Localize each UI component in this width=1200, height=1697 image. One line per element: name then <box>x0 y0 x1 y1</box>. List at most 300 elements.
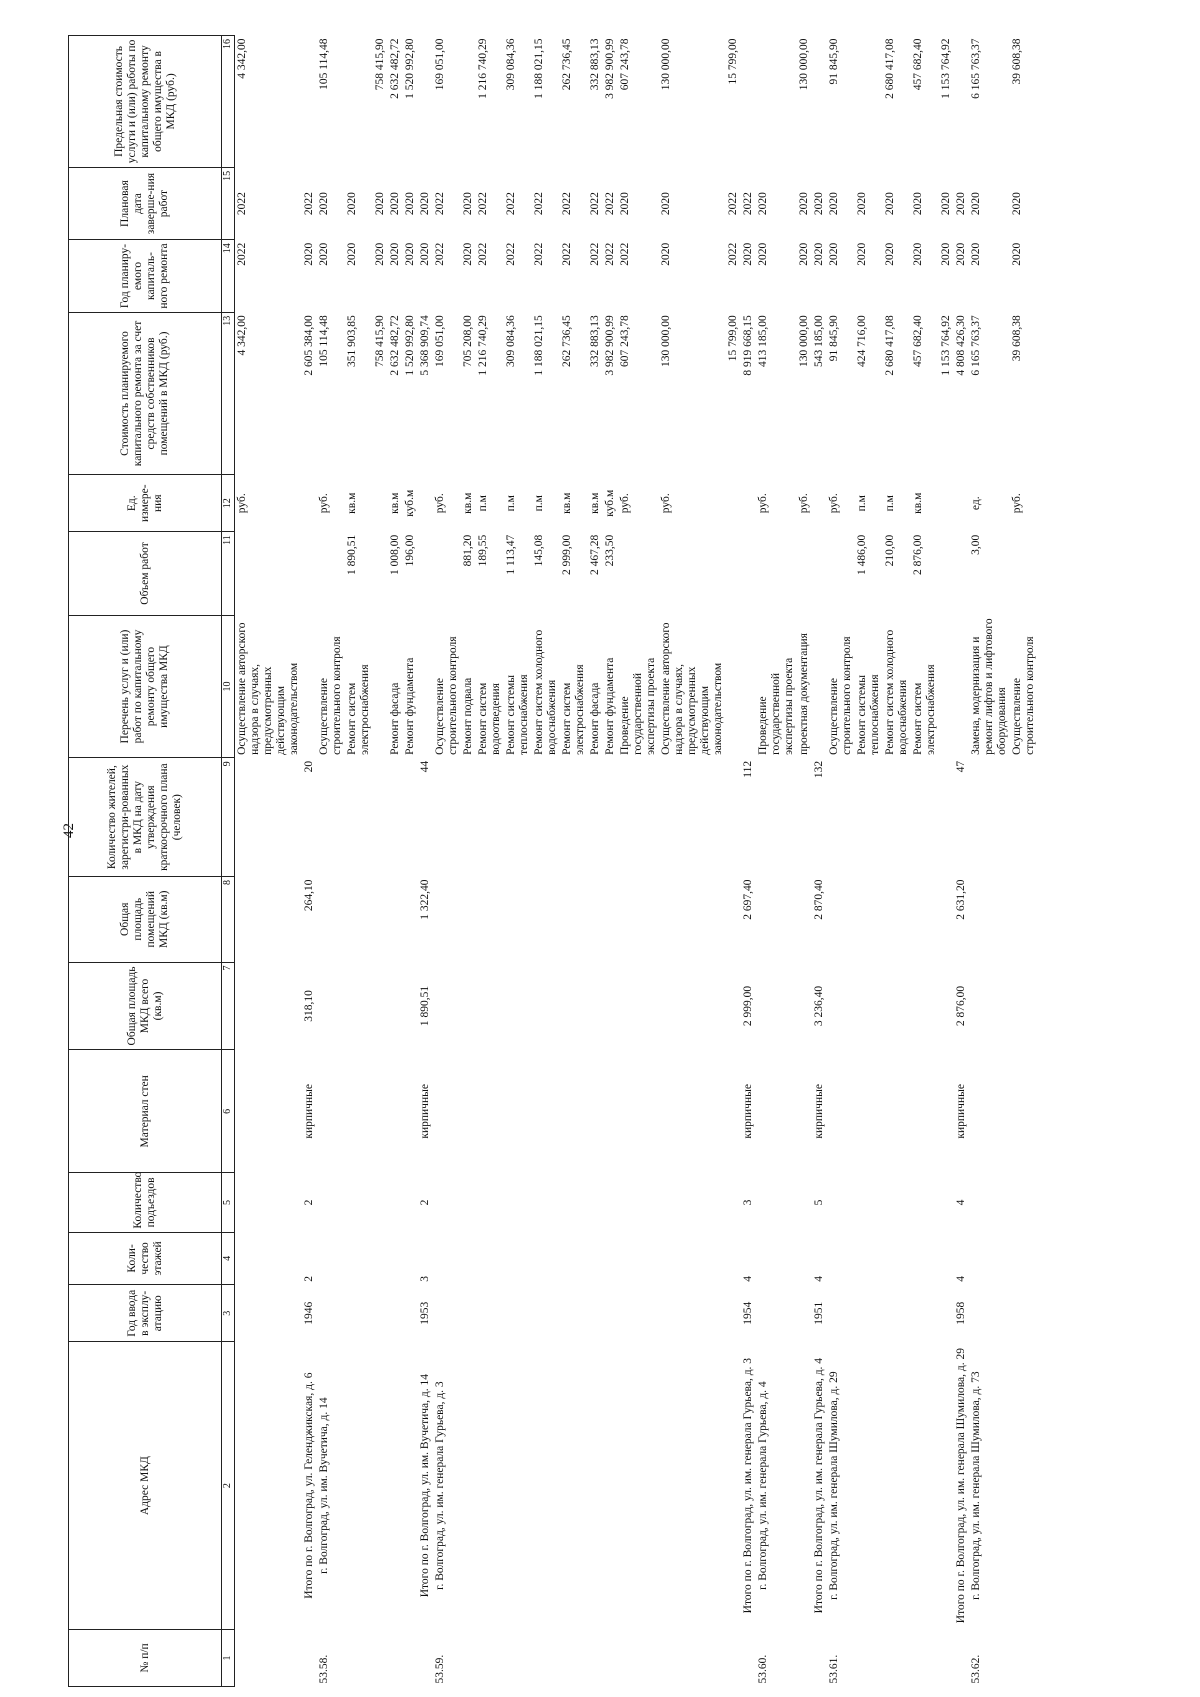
total-area-cell <box>883 962 911 1050</box>
total-row <box>741 36 756 1687</box>
wall-material-cell <box>403 1050 418 1173</box>
work-type-cell <box>373 615 388 758</box>
work-type-cell <box>418 615 433 758</box>
header-row <box>69 36 222 1687</box>
unit-cell: кв.м <box>462 492 474 514</box>
wall-material-cell <box>939 1050 954 1173</box>
work-volume-cell <box>302 532 317 615</box>
repair-year-cell: 2020 <box>757 242 769 266</box>
floors-cell <box>659 1232 726 1285</box>
table-row <box>317 36 345 1687</box>
total-area-cell: 2 876,00 <box>955 985 967 1027</box>
column-number: 2 <box>222 1342 235 1630</box>
wall-material-cell <box>911 1050 939 1173</box>
work-type-cell: Проведение государственной экспертизы проекта <box>619 657 657 755</box>
total-row <box>418 36 433 1687</box>
address-cell <box>603 1342 618 1630</box>
unit-cell: руб. <box>236 493 248 514</box>
unit-cell: п.м <box>505 495 517 512</box>
max-cost-cell: 2 632 482,72 <box>389 38 401 99</box>
wall-material-cell <box>855 1050 883 1173</box>
address-cell: г. Волгоград, ул. им. генерала Шумилова, д. 29 <box>828 1371 840 1600</box>
address-cell <box>911 1342 939 1630</box>
row-number <box>560 1629 588 1686</box>
residents-cell <box>827 758 855 877</box>
table-row <box>388 36 403 1687</box>
cost-cell: 351 903,85 <box>346 315 358 367</box>
cost-cell: 1 520 992,80 <box>404 315 416 376</box>
wall-material-cell <box>1010 1050 1038 1173</box>
max-cost-cell: 91 845,90 <box>828 38 840 85</box>
residents-cell <box>461 758 476 877</box>
max-cost-cell: 4 342,00 <box>236 38 248 79</box>
entrances-cell <box>388 1173 403 1232</box>
residents-cell <box>588 758 603 877</box>
table-body <box>69 36 1039 1687</box>
column-number: 14 <box>222 240 235 312</box>
year-built-cell <box>756 1285 797 1342</box>
header-cell: Адрес МКД <box>69 1342 222 1630</box>
row-number <box>403 1629 418 1686</box>
wall-material-cell <box>388 1050 403 1173</box>
row-number <box>812 1629 827 1686</box>
repair-year-cell: 2020 <box>318 242 330 266</box>
premises-area-cell <box>235 876 303 962</box>
cost-cell: 457 682,40 <box>912 315 924 367</box>
entrances-cell <box>504 1173 532 1232</box>
floors-cell <box>911 1232 939 1285</box>
unit-cell: руб. <box>318 493 330 514</box>
floors-cell <box>403 1232 418 1285</box>
work-type-cell <box>726 615 741 758</box>
floors-cell: 2 <box>303 1276 315 1282</box>
header-cell: Количество подъездов <box>69 1173 222 1232</box>
total-area-cell <box>560 962 588 1050</box>
year-built-cell <box>659 1285 726 1342</box>
completion-date-cell: 2022 <box>533 192 545 216</box>
premises-area-cell <box>560 876 588 962</box>
total-row <box>812 36 827 1687</box>
work-volume-cell <box>618 532 659 615</box>
max-cost-cell <box>756 36 797 168</box>
total-area-cell: 1 890,51 <box>419 985 431 1027</box>
completion-date-cell: 2020 <box>828 192 840 216</box>
address-cell <box>504 1342 532 1630</box>
year-built-cell: 1958 <box>955 1301 967 1325</box>
cost-cell: 413 185,00 <box>757 315 769 367</box>
max-cost-cell <box>954 36 969 168</box>
max-cost-cell: 169 051,00 <box>434 38 446 91</box>
header-cell: Перечень услуг и (или) работ по капитальному ремонту общего имущества МКД <box>69 615 222 758</box>
unit-cell: ед. <box>970 496 982 511</box>
row-number <box>373 1629 388 1686</box>
year-built-cell <box>855 1285 883 1342</box>
unit-cell: кв.м <box>589 492 601 514</box>
work-type-cell: проектная документация <box>798 633 810 755</box>
unit-cell <box>302 475 317 532</box>
max-cost-cell <box>741 36 756 168</box>
address-cell <box>618 1342 659 1630</box>
column-number: 4 <box>222 1232 235 1285</box>
completion-date-cell: 2022 <box>434 192 446 216</box>
row-number <box>302 1629 317 1686</box>
repair-year-cell: 2020 <box>912 242 924 266</box>
wall-material-cell <box>476 1050 504 1173</box>
floors-cell <box>235 1232 303 1285</box>
residents-cell: 112 <box>742 760 754 778</box>
floors-cell <box>855 1232 883 1285</box>
premises-area-cell <box>797 876 812 962</box>
total-area-cell <box>855 962 883 1050</box>
floors-cell: 4 <box>955 1276 967 1282</box>
unit-cell: руб. <box>828 493 840 514</box>
table-row <box>588 36 603 1687</box>
row-number <box>476 1629 504 1686</box>
wall-material-cell: кирпичные <box>303 1084 315 1139</box>
cost-cell: 5 368 909,74 <box>419 315 431 376</box>
cost-cell: 424 716,00 <box>856 315 868 367</box>
completion-date-cell: 2020 <box>955 192 967 216</box>
cost-cell: 39 608,38 <box>1011 315 1023 362</box>
repair-year-cell: 2022 <box>727 242 739 266</box>
total-area-cell <box>433 962 461 1050</box>
total-area-cell: 3 236,40 <box>813 985 825 1027</box>
entrances-cell: 4 <box>955 1199 967 1206</box>
premises-area-cell: 2 697,40 <box>742 879 754 920</box>
total-area-cell <box>235 962 303 1050</box>
header-cell: Количество жителей, зарегистри-рованных в МКД на дату утверждения краткосрочного плана (человек) <box>69 758 222 877</box>
table-row <box>461 36 476 1687</box>
unit-cell: п.м <box>856 495 868 512</box>
premises-area-cell <box>659 876 726 962</box>
year-built-cell <box>345 1285 373 1342</box>
max-cost-cell: 130 000,00 <box>798 38 810 91</box>
total-row <box>302 36 317 1687</box>
wall-material-cell: кирпичные <box>813 1084 825 1139</box>
total-area-cell <box>373 962 388 1050</box>
entrances-cell <box>726 1173 741 1232</box>
row-number <box>504 1629 532 1686</box>
work-volume-cell <box>797 532 812 615</box>
row-number <box>345 1629 373 1686</box>
header-cell: № п/п <box>69 1629 222 1686</box>
address-cell <box>476 1342 504 1630</box>
row-number: 53.59. <box>434 1654 446 1684</box>
completion-date-cell: 2020 <box>462 192 474 216</box>
floors-cell <box>345 1232 373 1285</box>
repair-year-cell: 2020 <box>419 242 431 266</box>
repair-year-cell: 2020 <box>303 242 315 266</box>
max-cost-cell <box>302 36 317 168</box>
table-row <box>797 36 812 1687</box>
year-built-cell <box>1010 1285 1038 1342</box>
residents-cell <box>388 758 403 877</box>
total-area-cell <box>603 962 618 1050</box>
max-cost-cell: 2 680 417,08 <box>884 38 896 99</box>
premises-area-cell <box>403 876 418 962</box>
year-built-cell: 1954 <box>742 1301 754 1325</box>
premises-area-cell <box>827 876 855 962</box>
floors-cell: 4 <box>742 1276 754 1282</box>
cost-cell: 8 919 668,15 <box>742 315 754 376</box>
rotated-table-container <box>68 35 1144 1687</box>
header-cell: Коли-чество этажей <box>69 1232 222 1285</box>
entrances-cell: 3 <box>742 1199 754 1206</box>
work-volume-cell <box>939 532 954 615</box>
floors-cell <box>1010 1232 1038 1285</box>
repair-year-cell: 2022 <box>561 242 573 266</box>
page-number: 42 <box>61 823 77 838</box>
wall-material-cell: кирпичные <box>955 1084 967 1139</box>
unit-cell: п.м <box>884 495 896 512</box>
total-area-cell <box>403 962 418 1050</box>
year-built-cell <box>317 1285 345 1342</box>
unit-cell <box>726 475 741 532</box>
premises-area-cell <box>532 876 560 962</box>
repair-year-cell: 2022 <box>589 242 601 266</box>
repair-year-cell: 2022 <box>236 242 248 266</box>
table-row <box>433 36 461 1687</box>
total-area-cell <box>659 962 726 1050</box>
entrances-cell <box>588 1173 603 1232</box>
cost-cell: 4 342,00 <box>236 315 248 356</box>
unit-cell: куб.м <box>604 489 616 517</box>
floors-cell <box>883 1232 911 1285</box>
wall-material-cell <box>461 1050 476 1173</box>
entrances-cell <box>911 1173 939 1232</box>
total-area-cell <box>969 962 1010 1050</box>
row-number <box>532 1629 560 1686</box>
row-number <box>659 1629 726 1686</box>
work-type-cell: Ремонт системы теплоснабжения <box>856 674 881 755</box>
work-type-cell: Ремонт систем холодного водоснабжения <box>533 629 558 755</box>
address-cell <box>461 1342 476 1630</box>
table-row <box>403 36 418 1687</box>
year-built-cell: 1946 <box>303 1301 315 1325</box>
total-area-cell <box>388 962 403 1050</box>
residents-cell <box>476 758 504 877</box>
work-type-cell: Ремонт фасада <box>389 682 401 755</box>
floors-cell <box>560 1232 588 1285</box>
entrances-cell <box>373 1173 388 1232</box>
wall-material-cell <box>969 1050 1010 1173</box>
work-type-cell: Ремонт систем электроснабжения <box>561 664 586 755</box>
year-built-cell <box>588 1285 603 1342</box>
work-type-cell: Ремонт системы теплоснабжения <box>505 674 530 755</box>
premises-area-cell <box>756 876 797 962</box>
wall-material-cell <box>235 1050 303 1173</box>
cost-cell: 758 415,90 <box>374 315 386 367</box>
entrances-cell: 5 <box>813 1199 825 1206</box>
year-built-cell <box>883 1285 911 1342</box>
total-area-cell <box>797 962 812 1050</box>
repair-year-cell: 2020 <box>955 242 967 266</box>
premises-area-cell <box>726 876 741 962</box>
row-number: 53.61. <box>828 1654 840 1684</box>
residents-cell <box>373 758 388 877</box>
floors-cell <box>756 1232 797 1285</box>
address-cell: Итого по г. Волгоград, ул. им. генерала Гурьева, д. 4 <box>813 1357 825 1614</box>
column-number: 10 <box>222 615 235 758</box>
max-cost-cell: 332 883,13 <box>589 38 601 91</box>
premises-area-cell <box>433 876 461 962</box>
completion-date-cell: 2022 <box>561 192 573 216</box>
address-cell <box>403 1342 418 1630</box>
wall-material-cell <box>797 1050 812 1173</box>
entrances-cell <box>560 1173 588 1232</box>
work-type-cell: Осуществление авторского надзора в случаях, предусмотренных действующим законодательством <box>660 622 724 755</box>
year-built-cell <box>388 1285 403 1342</box>
work-volume-cell <box>373 532 388 615</box>
completion-date-cell: 2020 <box>346 192 358 216</box>
floors-cell <box>827 1232 855 1285</box>
entrances-cell <box>855 1173 883 1232</box>
work-type-cell: Ремонт фундамента <box>604 657 616 755</box>
residents-cell <box>403 758 418 877</box>
year-built-cell <box>433 1285 461 1342</box>
address-cell <box>235 1342 303 1630</box>
year-built-cell <box>235 1285 303 1342</box>
residents-cell: 20 <box>303 760 315 773</box>
work-volume-cell <box>1010 532 1038 615</box>
work-volume-cell: 3,00 <box>970 534 982 555</box>
premises-area-cell <box>603 876 618 962</box>
row-number <box>741 1629 756 1686</box>
column-number: 1 <box>222 1629 235 1686</box>
year-built-cell <box>403 1285 418 1342</box>
work-type-cell: Проведение государственной экспертизы проекта <box>757 657 795 755</box>
work-volume-cell: 145,08 <box>533 534 545 567</box>
table-row <box>726 36 741 1687</box>
completion-date-cell: 2020 <box>419 192 431 216</box>
address-cell: г. Волгоград, ул. им. генерала Гурьева, д. 3 <box>434 1381 446 1590</box>
work-volume-cell <box>659 532 726 615</box>
wall-material-cell <box>883 1050 911 1173</box>
column-number: 16 <box>222 36 235 168</box>
entrances-cell <box>603 1173 618 1232</box>
entrances-cell <box>969 1173 1010 1232</box>
repair-year-cell: 2020 <box>940 242 952 266</box>
unit-cell: куб.м <box>404 489 416 517</box>
floors-cell: 4 <box>813 1276 825 1282</box>
floors-cell: 3 <box>419 1276 431 1282</box>
work-volume-cell <box>954 532 969 615</box>
row-number <box>235 1629 303 1686</box>
work-volume-cell <box>812 532 827 615</box>
address-cell: г. Волгоград, ул. им. Вучетича, д. 14 <box>318 1397 330 1574</box>
column-number: 8 <box>222 876 235 962</box>
cost-cell: 15 799,00 <box>727 315 739 362</box>
entrances-cell <box>235 1173 303 1232</box>
floors-cell <box>726 1232 741 1285</box>
entrances-cell <box>433 1173 461 1232</box>
work-volume-cell: 881,20 <box>462 534 474 567</box>
cost-cell: 2 680 417,08 <box>884 315 896 376</box>
unit-cell: руб. <box>660 493 672 514</box>
work-volume-cell <box>756 532 797 615</box>
residents-cell <box>659 758 726 877</box>
unit-cell: кв.м <box>912 492 924 514</box>
address-cell <box>855 1342 883 1630</box>
completion-date-cell: 2020 <box>912 192 924 216</box>
table-row <box>756 36 797 1687</box>
repair-year-cell: 2020 <box>970 242 982 266</box>
premises-area-cell <box>883 876 911 962</box>
total-area-cell <box>317 962 345 1050</box>
year-built-cell <box>560 1285 588 1342</box>
row-number <box>954 1629 969 1686</box>
header-cell: Год планиру-емого капиталь-ного ремонта <box>69 240 222 312</box>
work-type-cell <box>812 615 827 758</box>
completion-date-cell: 2020 <box>660 192 672 216</box>
residents-cell <box>1010 758 1038 877</box>
completion-date-cell: 2020 <box>798 192 810 216</box>
total-area-cell: 318,10 <box>303 990 315 1022</box>
total-area-cell <box>911 962 939 1050</box>
completion-date-cell: 2020 <box>374 192 386 216</box>
year-built-cell <box>618 1285 659 1342</box>
premises-area-cell <box>911 876 939 962</box>
completion-date-cell: 2020 <box>404 192 416 216</box>
premises-area-cell: 264,10 <box>303 879 315 912</box>
unit-cell: кв.м <box>561 492 573 514</box>
premises-area-cell <box>1010 876 1038 962</box>
max-cost-cell <box>855 36 883 168</box>
column-number: 12 <box>222 475 235 532</box>
work-volume-cell: 1 486,00 <box>856 534 868 576</box>
entrances-cell <box>532 1173 560 1232</box>
work-volume-cell: 210,00 <box>884 534 896 567</box>
wall-material-cell <box>317 1050 345 1173</box>
address-cell: г. Волгоград, ул. им. генерала Гурьева, д. 4 <box>757 1381 769 1590</box>
premises-area-cell <box>388 876 403 962</box>
completion-date-cell: 2022 <box>303 192 315 216</box>
unit-cell: руб. <box>757 493 769 514</box>
table-row <box>560 36 588 1687</box>
repair-year-cell: 2022 <box>505 242 517 266</box>
cost-cell: 130 000,00 <box>798 315 810 367</box>
repair-year-cell: 2020 <box>462 242 474 266</box>
address-cell <box>532 1342 560 1630</box>
completion-date-cell: 2020 <box>884 192 896 216</box>
row-number <box>1010 1629 1038 1686</box>
unit-cell: руб. <box>434 493 446 514</box>
work-volume-cell: 2 467,28 <box>589 534 601 576</box>
column-number: 13 <box>222 312 235 474</box>
year-built-cell <box>969 1285 1010 1342</box>
wall-material-cell <box>532 1050 560 1173</box>
year-built-cell <box>476 1285 504 1342</box>
wall-material-cell <box>433 1050 461 1173</box>
address-cell <box>797 1342 812 1630</box>
repair-year-cell: 2022 <box>619 242 631 266</box>
max-cost-cell: 262 736,45 <box>561 38 573 91</box>
unit-cell <box>741 475 756 532</box>
header-cell: Стоимость планируемого капитального ремонта за счет средств собственников помещений в МКД (руб.) <box>69 312 222 474</box>
total-area-cell <box>504 962 532 1050</box>
entrances-cell <box>797 1173 812 1232</box>
work-type-cell <box>939 615 954 758</box>
wall-material-cell <box>726 1050 741 1173</box>
premises-area-cell: 1 322,40 <box>419 879 431 920</box>
max-cost-cell: 309 084,36 <box>505 38 517 91</box>
address-cell: Итого по г. Волгоград, ул. им. генерала Шумилова, д. 29 <box>955 1348 967 1624</box>
work-type-cell: Осуществление строительного контроля <box>828 636 853 755</box>
max-cost-cell: 3 982 900,99 <box>604 38 616 99</box>
completion-date-cell: 2020 <box>1011 192 1023 216</box>
cost-cell: 105 114,48 <box>318 315 330 367</box>
repair-year-cell: 2020 <box>1011 242 1023 266</box>
